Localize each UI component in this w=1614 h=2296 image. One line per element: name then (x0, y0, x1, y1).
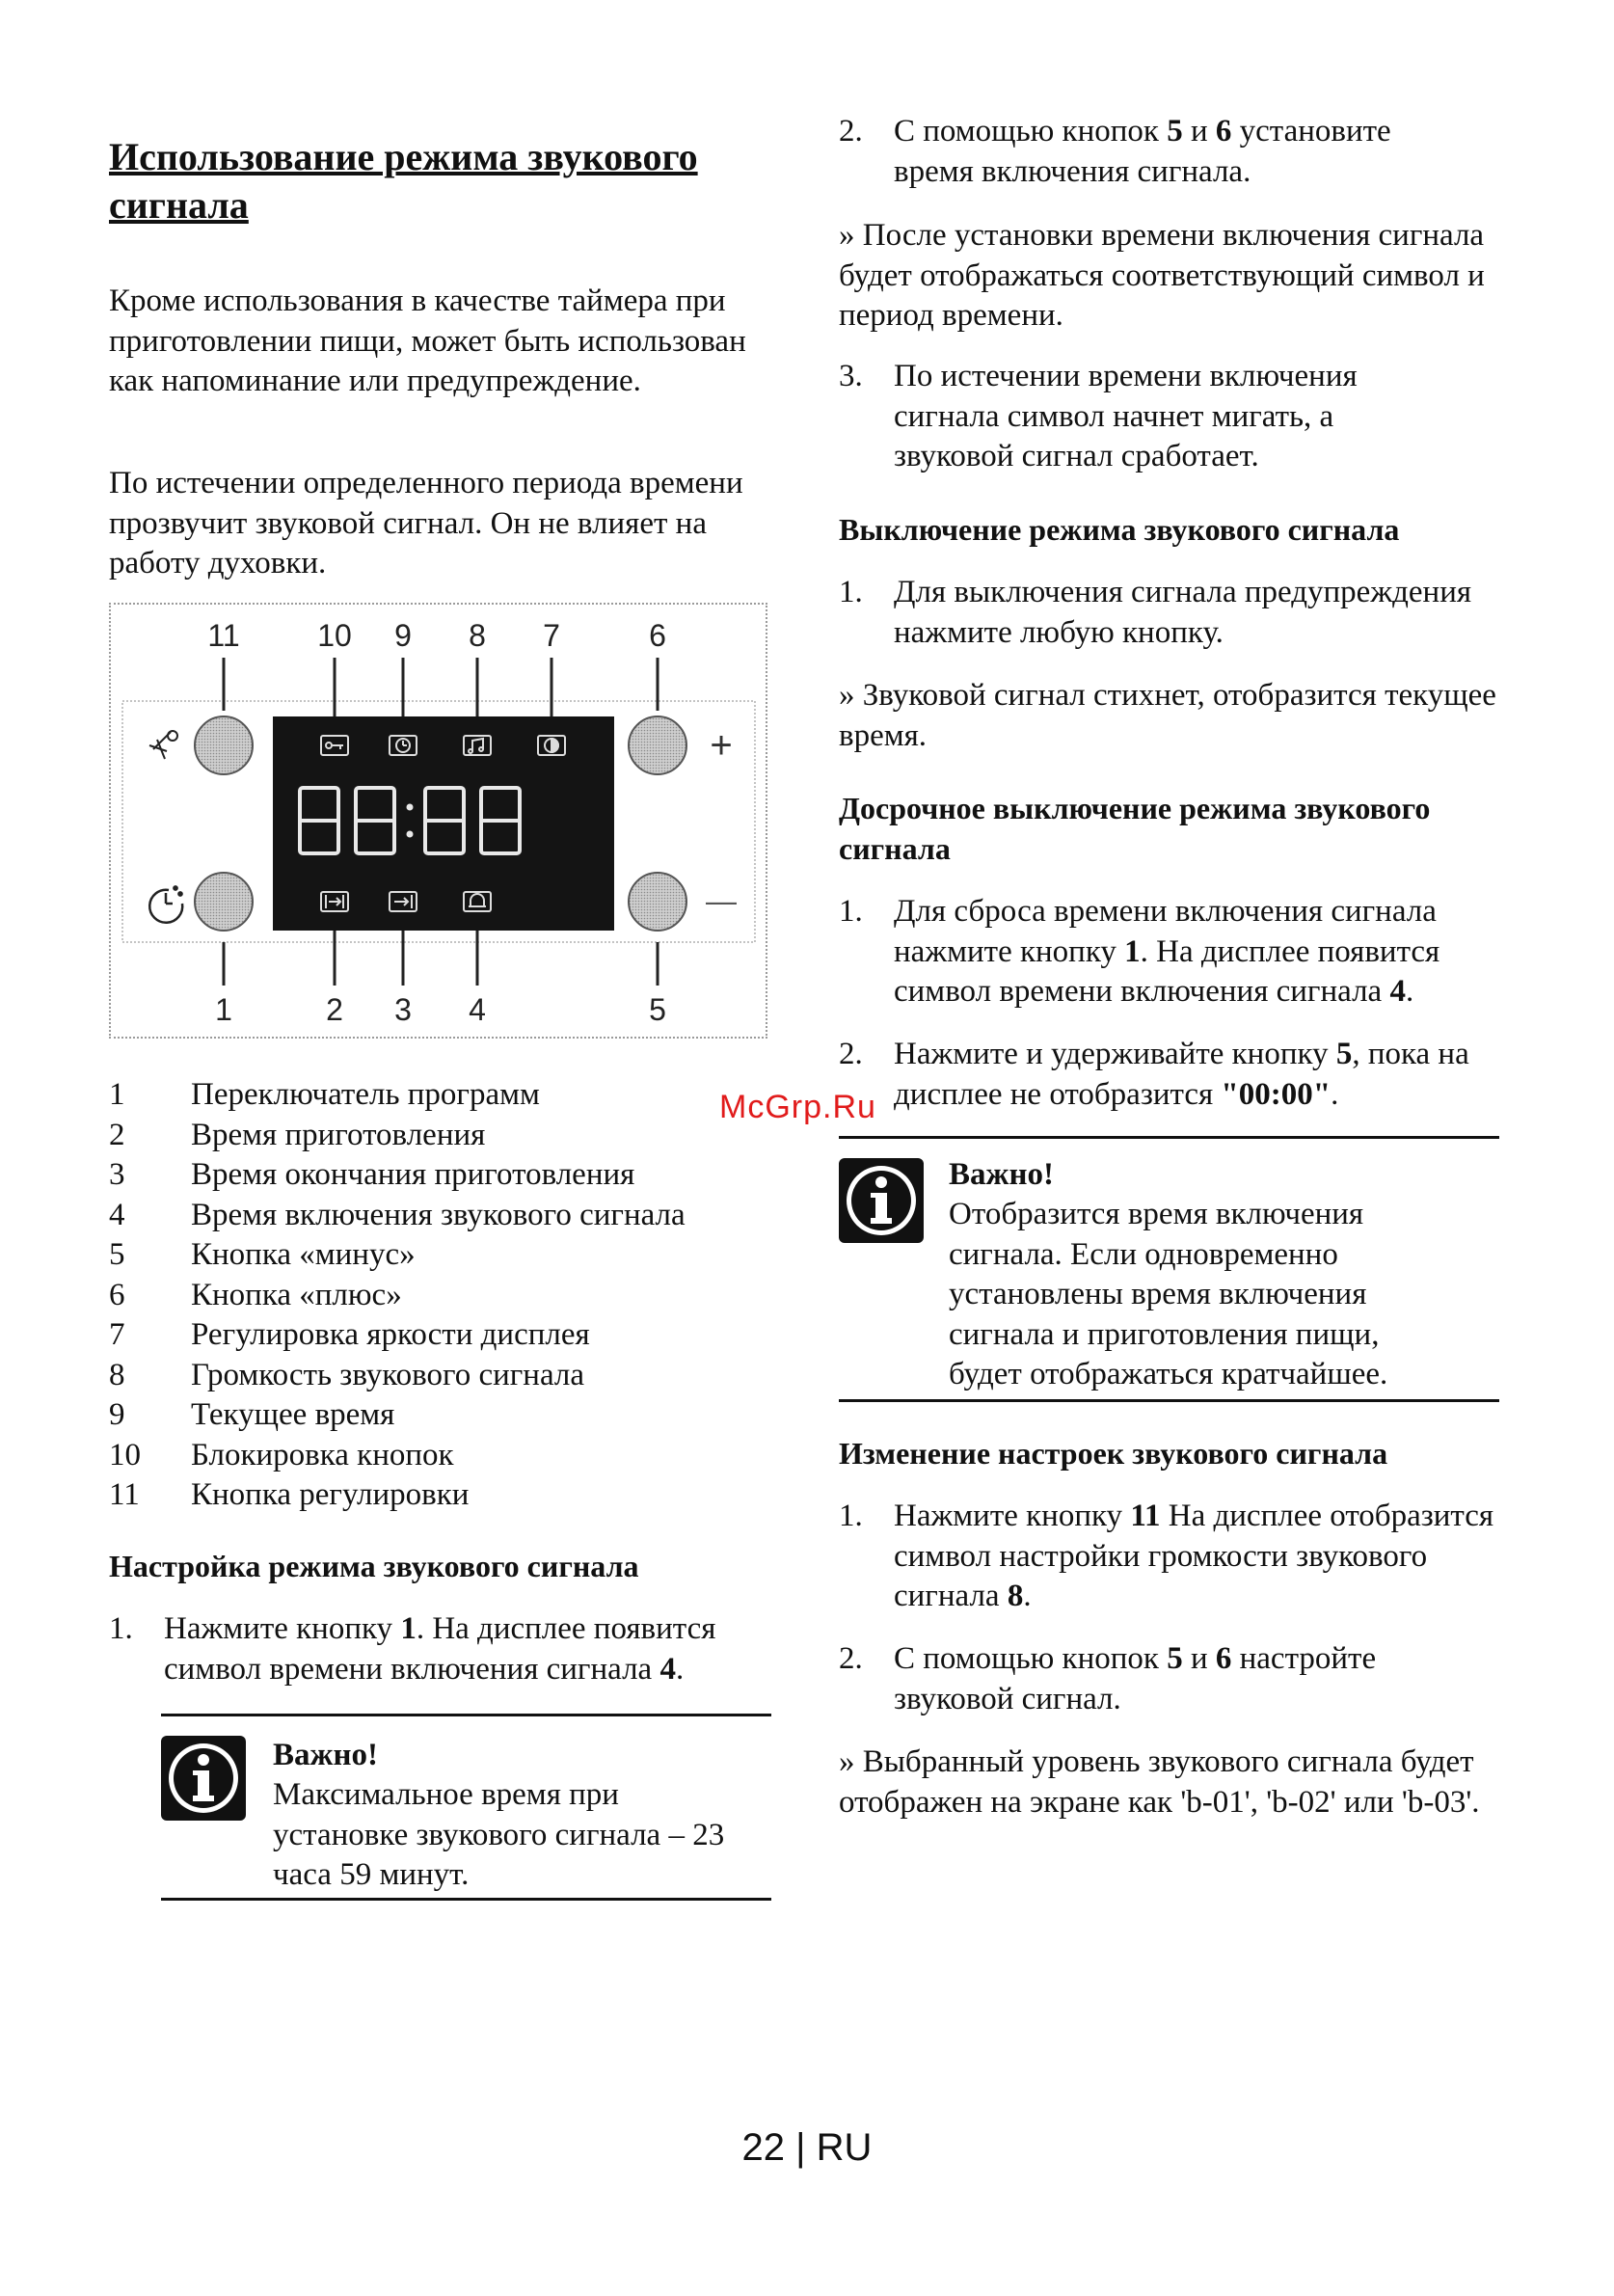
callout-label-6: 6 (649, 618, 666, 653)
change-step-2 (839, 1639, 1533, 1720)
step-text: Для сброса времени включения сигнала нажмите кнопку 1. На дисплее появится символ времени включения сигнала 4. (894, 894, 1440, 1009)
page-footer: 22 | RU (741, 2126, 873, 2169)
off-heading: Выключение режима звукового сигнала (839, 512, 1400, 547)
legend-number: 11 (109, 1477, 140, 1512)
legend-item (109, 1116, 774, 1156)
step-text: Нажмите кнопку 11 На дисплее отобразится символ настройки громкости звукового сигнала 8. (894, 1499, 1494, 1613)
colon-dot-top (407, 804, 414, 811)
legend-text: Время приготовления (191, 1117, 486, 1152)
legend-text: Блокировка кнопок (191, 1437, 454, 1472)
setup-heading: Настройка режима звукового сигнала (109, 1549, 639, 1583)
legend-text: Регулировка яркости дисплея (191, 1317, 590, 1352)
change-step-1 (839, 1497, 1533, 1617)
legend-number: 8 (109, 1357, 125, 1392)
legend-list (109, 1075, 774, 1516)
step-text: Нажмите кнопку 1. На дисплее появится символ времени включения сигнала 4. (164, 1611, 716, 1687)
brightness-sparkle-icon (149, 731, 177, 759)
intro-paragraph-1: Кроме использования в качестве таймера при приготовлении пищи, может быть использован как напоминание или предупреждение. (109, 284, 746, 398)
legend-text: Кнопка «минус» (191, 1237, 416, 1272)
colon-dot-bottom (407, 831, 414, 838)
legend-number: 6 (109, 1277, 125, 1312)
legend-text: Время окончания приготовления (191, 1157, 635, 1192)
legend-text: Кнопка «плюс» (191, 1277, 402, 1312)
note-title: Важно! (949, 1157, 1054, 1192)
callout-label-8: 8 (469, 618, 486, 653)
change-result: » Выбранный уровень звукового сигнала будет отображен на экране как 'b-01', 'b-02' или 'b-03'. (839, 1744, 1480, 1820)
setup-result: » После установки времени включения сигнала будет отображаться соответствующий символ и период времени. (839, 218, 1485, 333)
legend-text: Время включения звукового сигнала (191, 1197, 686, 1232)
legend-number: 2 (109, 1117, 125, 1152)
intro-paragraph-2: По истечении определенного периода времени прозвучит звуковой сигнал. Он не влияет на работу духовки. (109, 466, 743, 581)
legend-text: Кнопка регулировки (191, 1477, 470, 1512)
change-heading: Изменение настроек звукового сигнала (839, 1436, 1388, 1471)
step-number: 2. (839, 1641, 863, 1676)
setup-step-1 (109, 1609, 774, 1690)
step-number: 1. (839, 1499, 863, 1533)
watermark-text: McGrp.Ru (719, 1089, 876, 1125)
early-step-2 (839, 1035, 1533, 1116)
knob-plus (629, 716, 686, 774)
legend-item (109, 1475, 774, 1516)
legend-item (109, 1436, 774, 1476)
step-number: 3. (839, 359, 863, 393)
setup-step-3 (839, 357, 1533, 477)
setup-step-2 (839, 112, 1533, 193)
step-number: 1. (839, 894, 863, 929)
step-text: С помощью кнопок 5 и 6 установите время включения сигнала. (894, 114, 1391, 189)
display-screen (273, 716, 614, 931)
legend-number: 10 (109, 1437, 141, 1472)
off-step-1 (839, 573, 1533, 654)
step-number: 1. (839, 575, 863, 609)
step-text: Нажмите и удерживайте кнопку 5, пока на дисплее не отобразится "00:00". (894, 1037, 1469, 1112)
note-text: Максимальное время при установке звукового сигнала – 23 часа 59 минут. (273, 1777, 725, 1892)
plus-sign: + (710, 724, 733, 767)
step-number: 1. (109, 1611, 133, 1646)
legend-item (109, 1155, 774, 1196)
knob-program (195, 873, 253, 931)
legend-number: 7 (109, 1317, 125, 1352)
note-box-alarm (839, 1136, 1499, 1402)
legend-text: Громкость звукового сигнала (191, 1357, 585, 1392)
legend-item (109, 1315, 774, 1356)
legend-item (109, 1395, 774, 1436)
callout-label-1: 1 (215, 992, 232, 1027)
legend-number: 3 (109, 1157, 125, 1192)
legend-text: Переключатель программ (191, 1077, 540, 1112)
control-panel-svg (111, 605, 767, 1037)
early-step-1 (839, 892, 1533, 1013)
step-text: По истечении времени включения сигнала символ начнет мигать, а звуковой сигнал сработает. (894, 359, 1358, 473)
callout-label-5: 5 (649, 992, 666, 1027)
step-text: С помощью кнопок 5 и 6 настройте звуковой сигнал. (894, 1641, 1377, 1716)
legend-item (109, 1235, 774, 1276)
early-heading: Досрочное выключение режима звукового сигнала (839, 791, 1431, 866)
legend-item (109, 1356, 774, 1396)
off-result: » Звуковой сигнал стихнет, отобразится текущее время. (839, 678, 1496, 753)
note-title: Важно! (273, 1738, 378, 1772)
callout-label-9: 9 (394, 618, 412, 653)
info-icon (839, 1158, 924, 1243)
callout-label-7: 7 (543, 618, 560, 653)
legend-item (109, 1075, 774, 1116)
timer-clock-icon (149, 886, 182, 922)
legend-number: 4 (109, 1197, 125, 1232)
callout-label-4: 4 (469, 992, 486, 1027)
legend-number: 1 (109, 1077, 125, 1112)
knob-minus (629, 873, 686, 931)
callout-label-2: 2 (326, 992, 343, 1027)
control-panel-diagram (109, 603, 767, 1039)
legend-item (109, 1196, 774, 1236)
callout-label-3: 3 (394, 992, 412, 1027)
callout-label-11: 11 (207, 618, 240, 653)
note-box-max-time (161, 1714, 771, 1901)
legend-number: 5 (109, 1237, 125, 1272)
step-number: 2. (839, 1037, 863, 1071)
step-text: Для выключения сигнала предупреждения нажмите любую кнопку. (894, 575, 1472, 650)
knob-adjust (195, 716, 253, 774)
info-icon (161, 1736, 246, 1821)
step-number: 2. (839, 114, 863, 149)
callout-label-10: 10 (317, 618, 352, 653)
legend-number: 9 (109, 1397, 125, 1432)
legend-item (109, 1276, 774, 1316)
note-text: Отобразится время включения сигнала. Если одновременно установлены время включения сигнала и приготовления пищи, будет отображаться кратчайшее. (949, 1197, 1388, 1391)
legend-text: Текущее время (191, 1397, 395, 1432)
page-title: Использование режима звукового сигнала (109, 135, 698, 227)
minus-sign: — (706, 883, 737, 918)
